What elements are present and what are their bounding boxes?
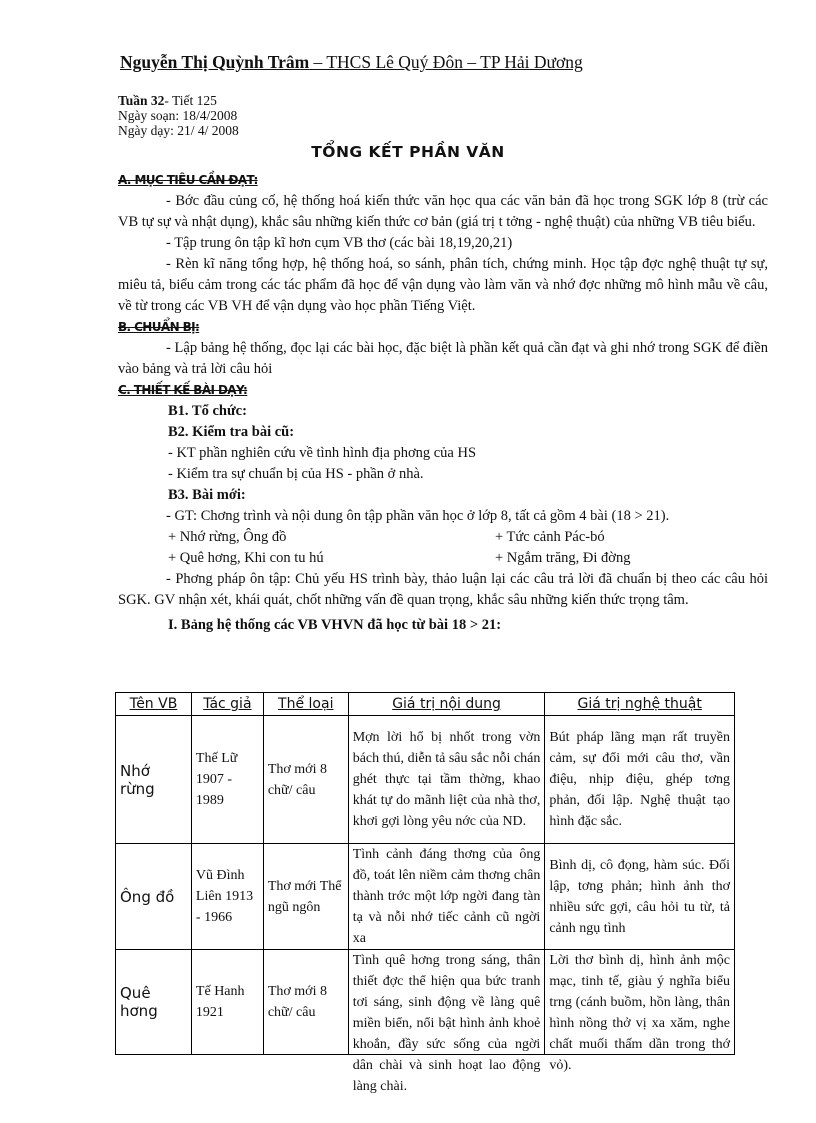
document-body (118, 170, 768, 636)
art-value-cell: Bút pháp lãng mạn rất truyền cảm, sự đổi mới câu thơ, vần điệu, nhịp điệu, ghép tơng phản, đối lập. Nghệ thuật tạo hình đặc sắc. (545, 716, 735, 844)
column-header: Thể loại (263, 693, 348, 716)
step-b2-item: - Kiểm tra sự chuẩn bị của HS - phần ở nhà. (168, 466, 424, 482)
author-name: Nguyễn Thị Quỳnh Trâm (120, 52, 310, 72)
art-value-cell-wrap (545, 950, 735, 1073)
literature-summary-table (115, 692, 735, 1094)
poem-list-item: + Ngắm trăng, Đi đờng (495, 550, 631, 566)
document-header (120, 52, 583, 73)
art-value-cell: Bình dị, cô đọng, hàm súc. Đối lập, tơng phản; hình ảnh thơ nhiều sức gợi, câu hỏi tu từ, tả cảnh ngụ tình (545, 844, 735, 950)
work-title-cell: Nhớ rừng (116, 716, 192, 844)
author-cell: Vũ Đình Liên 1913 - 1966 (191, 844, 263, 950)
column-header: Tác giả (191, 693, 263, 716)
section-a-paragraph: - Bớc đầu củng cố, hệ thống hoá kiến thức văn học qua các văn bản đã học trong SGK lớp 8 (trừ các VB tự sự và nhật dụng), khắc sâu những kiến thức cơ bản (giá trị t tởng - nghệ thuật) của những VB tiêu biểu. (118, 193, 768, 230)
table-row (116, 950, 735, 1055)
poem-list-row (118, 548, 768, 569)
school-name: – THCS Lê Quý Đôn – TP Hải Dương (309, 52, 583, 72)
taught-date: Ngày dạy: 21/ 4/ 2008 (118, 123, 239, 138)
table-row (116, 844, 735, 950)
author-cell: Thế Lữ 1907 - 1989 (191, 716, 263, 844)
table-row (116, 716, 735, 844)
table-caption: I. Bảng hệ thống các VB VHVN đã học từ bài 18 > 21: (168, 617, 502, 633)
author-cell: Tế Hanh 1921 (191, 950, 263, 1055)
column-header: Giá trị nội dung (348, 693, 545, 716)
poem-list-item: + Nhớ rừng, Ông đồ (168, 529, 287, 545)
week-label: Tuần 32 (118, 93, 165, 108)
genre-cell: Thơ mới Thể ngũ ngôn (263, 844, 348, 950)
poem-list-item: + Tức cảnh Pác-bó (495, 529, 605, 545)
work-title-cell: Quê hơng (116, 950, 192, 1055)
section-b-heading: B. CHUẨN BỊ: (118, 320, 200, 334)
section-b-paragraph: - Lập bảng hệ thống, đọc lại các bài học, đặc biệt là phần kết quả cần đạt và ghi nhớ trong SGK để điền vào bảng và trả lời câu hỏi (118, 340, 768, 377)
page-title: TỔNG KẾT PHẦN VĂN (311, 143, 505, 161)
step-b1: B1. Tổ chức: (168, 403, 247, 419)
intro-paragraph: - GT: Chơng trình và nội dung ôn tập phần văn học ở lớp 8, tất cả gồm 4 bài (18 > 21). (166, 508, 670, 524)
prepared-date: Ngày soạn: 18/4/2008 (118, 108, 238, 123)
section-a-heading: A. MỤC TIÊU CẦN ĐẠT: (118, 173, 258, 187)
period-label: - Tiết 125 (164, 93, 217, 108)
poem-list-item: + Quê hơng, Khi con tu hú (168, 550, 324, 566)
content-value-cell: Tình cảnh đáng thơng của ông đồ, toát lên niềm cảm thơng chân thành trớc một lớp ngời đang tàn tạ và nỗi nhớ tiếc cảnh cũ ngời xa (348, 844, 545, 950)
step-b2-item: - KT phần nghiên cứu về tình hình địa phơng của HS (168, 445, 477, 461)
column-header: Tên VB (116, 693, 192, 716)
table-header-row (116, 693, 735, 716)
genre-cell: Thơ mới 8 chữ/ câu (263, 716, 348, 844)
step-b2: B2. Kiểm tra bài cũ: (168, 424, 295, 440)
content-value-cell-wrap (348, 950, 545, 1094)
work-title-cell: Ông đồ (116, 844, 192, 950)
content-value-cell: Mợn lời hổ bị nhốt trong vờn bách thú, diễn tả sâu sắc nỗi chán ghét thực tại tầm thờng, khao khát tự do mãnh liệt của nhà thơ, khơi gợi lòng yêu nớc của ND. (348, 716, 545, 844)
content-value-cell: Tình quê hơng trong sáng, thân thiết đợc thể hiện qua bức tranh tơi sáng, sinh động về làng quê miền biển, nổi bật hình ảnh khoẻ khoắn, đầy sức sống của ngời dân chài và sinh hoạt lao động làng chài. (352, 953, 541, 1094)
lesson-meta (118, 93, 239, 138)
column-header: Giá trị nghệ thuật (545, 693, 735, 716)
section-a-paragraph: - Tập trung ôn tập kĩ hơn cụm VB thơ (các bài 18,19,20,21) (166, 235, 513, 251)
method-paragraph: - Phơng pháp ôn tập: Chủ yếu HS trình bày, thảo luận lại các câu trả lời đã chuẩn bị theo các câu hỏi SGK. GV nhận xét, khái quát, chốt những vấn đề quan trọng, khắc sâu những kiến thức trọng tâm. (118, 571, 768, 608)
section-c-heading: C. THIẾT KẾ BÀI DẠY: (118, 383, 248, 397)
step-b3: B3. Bài mới: (168, 487, 246, 503)
genre-cell: Thơ mới 8 chữ/ câu (263, 950, 348, 1055)
section-a-paragraph: - Rèn kĩ năng tổng hợp, hệ thống hoá, so sánh, phân tích, chứng minh. Học tập đợc nghệ thuật tự sự, miêu tả, biểu cảm trong các tác phẩm đã học để vận dụng vào làm văn và nhớ đợc những mô hình mẫu về câu, về từ trong các VB VH để vận dụng vào học phần Tiếng Việt. (118, 256, 768, 314)
art-value-cell: Lời thơ bình dị, hình ảnh mộc mạc, tinh tế, giàu ý nghĩa biểu trng (cánh buồm, hồn làng, thân hình nồng thở vị xa xăm, nghe chất muối thấm dần trong thớ vỏ). (549, 953, 730, 1073)
poem-list-row (118, 527, 768, 548)
